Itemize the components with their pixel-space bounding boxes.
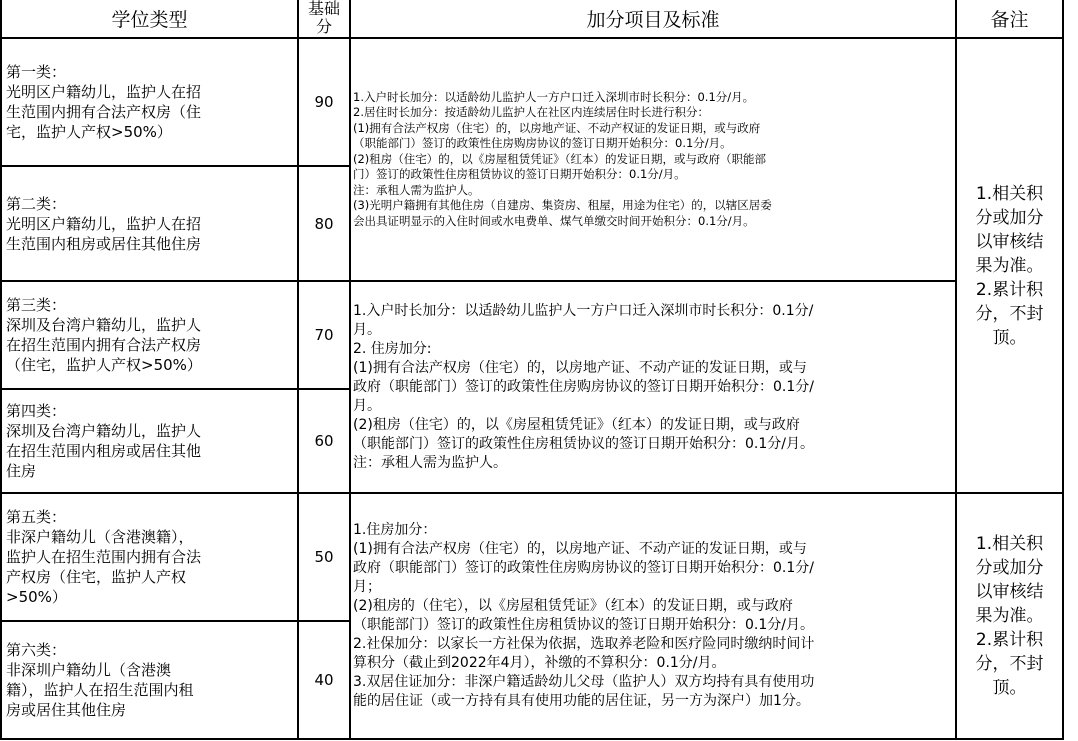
items-cell: 1.入户时长加分：以适龄幼儿监护人一方户口迁入深圳市时长积分：0.1分/月。 2.居住时长加分：按适龄幼儿监护人在社区内连续居住时长进行积分： (1)拥有合法产权房（住宅）的，以房地产证、不动产权证的发证日期，或与政府 （职能部门）签订的政策性住房购房协议的签订日期开始积分：0.1分/月。 (2)租房（住宅）的，以《房屋租赁凭证》（红本）的发证日期，或与政府（职能部 门）签订的政策性住房租赁协议的签订日期开始积分：0.1分/月。 注：承租人需为监护人。 (3)光明户籍拥有其他住房（自建房、集资房、租屋，用途为住宅）的，以辖区居委 会出具证明显示的入住时间或水电费单、煤气单缴交时间开始积分：0.1分/月。: [350, 38, 956, 281]
note-cell: 1.相关积 分或加分 以审核结 果为准。 2.累计积 分，不封 顶。: [956, 493, 1063, 739]
table-row: [1, 38, 1063, 166]
score-cell: 90: [298, 38, 350, 166]
header-row: [1, 0, 1063, 38]
category-cell: 第四类： 深圳及台湾户籍幼儿，监护人 在招生范围内租房或居住其他 住房: [1, 389, 298, 493]
category-cell: 第一类： 光明区户籍幼儿，监护人在招 生范围内拥有合法产权房（住 宅，监护人产权>50%）: [1, 38, 298, 166]
items-cell: 1.住房加分： (1)拥有合法产权房（住宅）的，以房地产证、不动产证的发证日期，或与 政府（职能部门）签订的政策性住房购房协议的签订日期开始积分：0.1分/ 月； (2)租房的（住宅），以《房屋租赁凭证》（红本）的发证日期，或与政府 （职能部门）签订的政策性住房租赁协议的签订日期开始积分：0.1分/月。 2.社保加分：以家长一方社保为依据，选取养老险和医疗险同时缴纳时间计 算积分（截止到2022年4月），补缴的不算积分：0.1分/月。 3.双居住证加分：非深户籍适龄幼儿父母（监护人）双方均持有具有使用功 能的居住证（或一方持有具有使用功能的居住证，另一方为深户）加1分。: [350, 493, 956, 739]
score-cell: 40: [298, 621, 350, 739]
category-cell: 第六类： 非深圳户籍幼儿（含港澳 籍），监护人在招生范围内租 房或居住其他住房: [1, 621, 298, 739]
score-cell: 70: [298, 281, 350, 389]
header-note: 备注: [956, 0, 1063, 38]
table-row: [1, 281, 1063, 389]
category-cell: 第二类： 光明区户籍幼儿，监护人在招 生范围内租房或居住其他住房: [1, 166, 298, 281]
note-cell: 1.相关积 分或加分 以审核结 果为准。 2.累计积 分，不封 顶。: [956, 38, 1063, 493]
header-type: 学位类型: [1, 0, 298, 38]
score-cell: 80: [298, 166, 350, 281]
table-row: [1, 493, 1063, 621]
category-cell: 第五类： 非深户籍幼儿（含港澳籍）， 监护人在招生范围内拥有合法 产权房（住宅，监护人产权 >50%）: [1, 493, 298, 621]
score-cell: 60: [298, 389, 350, 493]
header-score: 基础 分: [298, 0, 350, 38]
header-items: 加分项目及标准: [350, 0, 956, 38]
items-cell: 1.入户时长加分：以适龄幼儿监护人一方户口迁入深圳市时长积分：0.1分/ 月。 2. 住房加分: (1)拥有合法产权房（住宅）的，以房地产证、不动产证的发证日期，或与 政府（职能部门）签订的政策性住房购房协议的签订日期开始积分：0.1分/ 月。 (2)租房（住宅）的，以《房屋租赁凭证》（红本）的发证日期，或与政府 （职能部门）签订的政策性住房租赁协议的签订日期开始积分：0.1分/月。 注：承租人需为监护人。: [350, 281, 956, 493]
category-cell: 第三类： 深圳及台湾户籍幼儿，监护人 在招生范围内拥有合法产权房 （住宅，监护人产权>50%）: [1, 281, 298, 389]
score-cell: 50: [298, 493, 350, 621]
